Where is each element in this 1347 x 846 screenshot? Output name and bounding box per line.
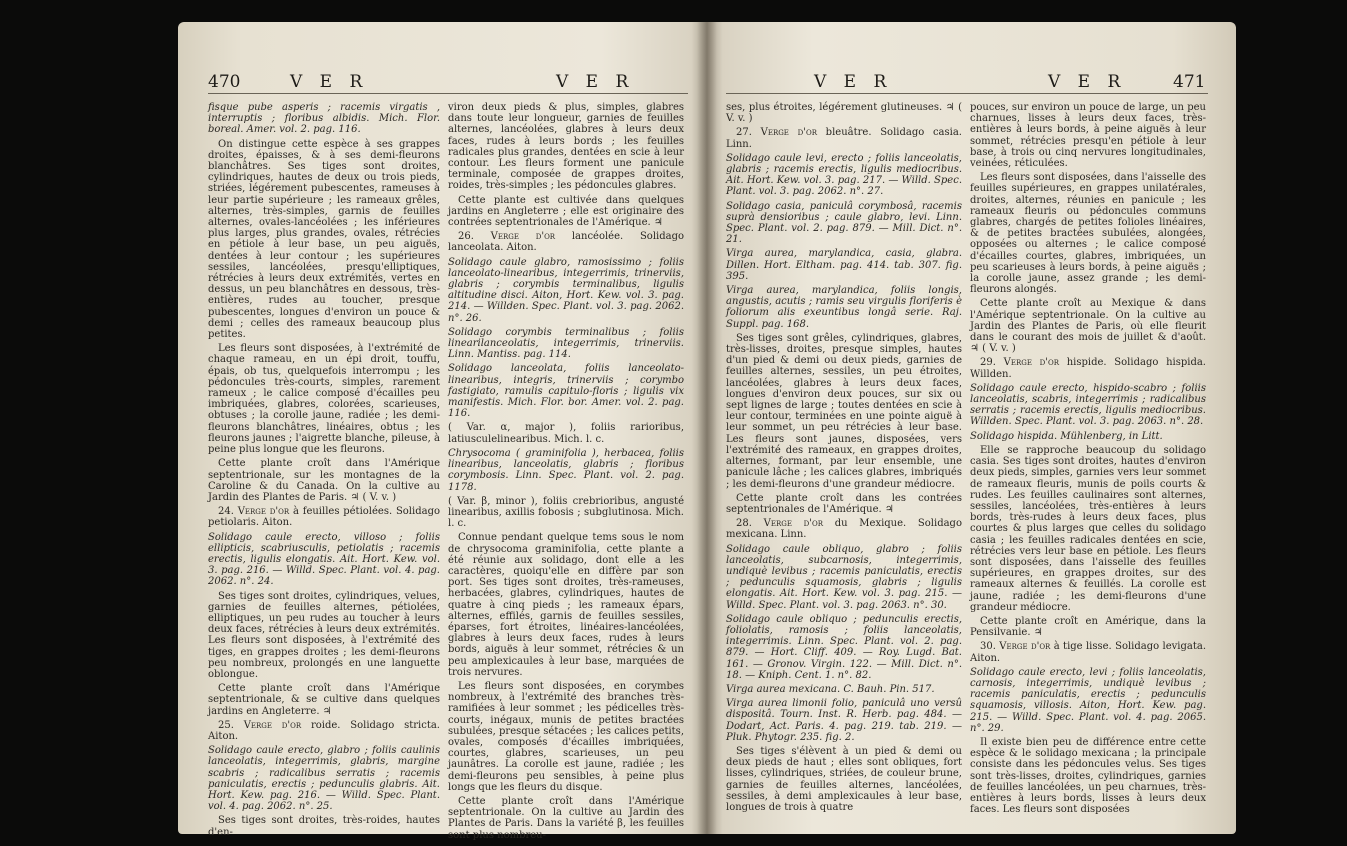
species-genus-label: Verge d'or xyxy=(760,127,817,139)
description-paragraph: Les fleurs sont disposées, dans l'aisselle des feuilles supérieures, en grappes unilatérales, droites, alternes, réunies en panicule ; les rameaux fleuris ou pédoncules communs glabres, chargés de petites folioles linéaires, & de petites bractées subulées, alongées, opposées ou alternes ; le calice composé d'écailles courtes, glabres, imbriquées, un peu scarieuses à leurs bords, à peine aiguës ; la corolle jaune, assez grande ; les demi-fleurons alongés. xyxy=(970,172,1206,296)
description-paragraph: On distingue cette espèce à ses grappes droites, épaisses, & à ses demi-fleurons blanchâtres. Ses tiges sont droites, cylindriques, hautes de deux ou trois pieds, striées, légérement pubescentes, rameuses à leur partie supérieure ; les rameaux grêles, alternes, très-simples, garnis de feuilles alternes, ovales-lancéolées ; les inférieures plus larges, plus grandes, ovales, rétrécies en pétiole à leur base, un peu aiguës, dentées à leur contour ; les supérieures sessiles, lancéolées, presqu'elliptiques, rétrécies à leurs deux extrémités, vertes en dessus, un peu blanchâtres en dessous, très-entières, rudes au toucher, presque pubescentes, longues d'environ un pouce & demi ; celles des rameaux beaucoup plus petites. xyxy=(208,138,440,341)
description-paragraph: Cette plante croît dans l'Amérique septentrionale, & se cultive dans quelques jardins en Angleterre. ♃ xyxy=(208,683,440,717)
species-name: lancéolée. Solidago lanceolata. Aiton. xyxy=(448,231,684,254)
latin-synonym-paragraph: Solidago caule obliquo, glabro ; foliis lanceolatis, subcarnosis, integerrimis, undiquè levibus ; racemis paniculatis, erectis ; pedunculis squamosis, glabris ; ligulis elongatis. Ait. Hort. Kew. vol. 3. pag. 215. — Willd. Spec. Plant. vol. 3. pag. 2063. n°. 30. xyxy=(726,543,962,611)
species-name: à feuilles pétiolées. Solidago petiolaris. Aiton. xyxy=(208,506,440,529)
species-genus-label: Verge d'or xyxy=(490,231,556,243)
species-entry-heading xyxy=(208,506,440,528)
description-paragraph: Cette plante croît en Amérique, dans la Pensilvanie. ♃ xyxy=(970,615,1206,639)
latin-synonym-paragraph: Solidago caule erecto, villoso ; foliis ellipticis, scabriusculis, petiolatis ; racemis erectis, ligulis elongatis. Ait. Hort. Kew. vol. 3. pag. 216. — Willd. Spec. Plant. vol. 4. pag. 2062. n°. 24. xyxy=(208,531,440,588)
latin-synonym-paragraph: Solidago caule erecto, levi ; foliis lanceolatis, carnosis, integerrimis, undiquè levibus ; racemis paniculatis, erectis ; pedunculis squamosis, villosis. Aiton, Hort. Kew. pag. 215. — Willd. Spec. Plant. vol. 4. pag. 2065. n°. 29. xyxy=(970,666,1206,734)
right-header-rule xyxy=(726,93,1208,94)
latin-synonym-paragraph: Solidago caule obliquo ; pedunculis erectis, foliolatis, ramosis ; foliis lanceolatis, integerrimis. Linn. Spec. Plant. vol. 2. pag. 879. — Hort. Cliff. 409. — Roy. Lugd. Bat. 161. — Gronov. Virgin. 122. — Mill. Dict. n°. 18. — Kniph. Cent. 1. n°. 82. xyxy=(726,613,962,681)
latin-synonym-paragraph: Solidago lanceolata, foliis lanceolato-linearibus, integris, trinerviis ; corymbo fastigiato, ramulis capitulo-floris ; ligulis vix manifestis. Mich. Flor. bor. Amer. vol. 2. pag. 116. xyxy=(448,363,684,420)
species-number: 28. xyxy=(736,518,764,530)
species-entry-heading xyxy=(970,357,1206,379)
species-entry-heading xyxy=(970,641,1206,663)
right-running-head-right: V E R xyxy=(1048,72,1127,92)
description-paragraph: Ses tiges sont droites, cylindriques, velues, garnies de feuilles alternes, pétiolées, elliptiques, un peu rudes au toucher à leurs deux faces, rétrécies à leurs deux extrémités. Les fleurs sont disposées, à l'extrémité des tiges, en grappes droites ; les demi-fleurons peu nombreux, prolongés en une languette oblongue. xyxy=(208,590,440,680)
species-entry-heading xyxy=(208,720,440,742)
species-name: à tige lisse. Solidago levigata. Aiton. xyxy=(970,641,1207,664)
description-paragraph: Les fleurs sont disposées, à l'extrémité de chaque rameau, en un épi droit, touffu, épais, ob tus, quelquefois interrompu ; les pédoncules très-courts, simples, rarement rameux ; le calice composé d'écailles peu imbriquées, glabres, colorées, scarieuses, obtuses ; la corolle jaune, radiée ; les demi-fleurons blanchâtres, linéaires, obtus ; les fleurons jaunes ; l'aigrette blanche, pileuse, à peine plus longue que les fleurons. xyxy=(208,343,440,456)
description-paragraph: Ses tiges s'élèvent à un pied & demi ou deux pieds de haut ; elles sont obliques, fort lisses, cylindriques, striées, de couleur brune, garnies de feuilles alternes, lancéolées, sessiles, à demi amplexicaules à leur base, longues de trois à quatre xyxy=(726,745,962,813)
description-paragraph: Cette plante croît dans l'Amérique septentrionale, sur les montagnes de la Caroline & du Canada. On la cultive au Jardin des Plantes de Paris. ♃ ( V. v. ) xyxy=(208,458,440,503)
species-genus-label: Verge d'or xyxy=(763,518,824,530)
species-entry-heading xyxy=(448,231,684,253)
left-page-column-1 xyxy=(208,102,440,838)
left-running-head-right: V E R xyxy=(556,72,635,92)
latin-synonym-paragraph: Virga aurea, marylandica, casia, glabra. Dillen. Hort. Eltham. pag. 414. tab. 307. fig. 395. xyxy=(726,248,962,282)
species-name: roide. Solidago stricta. Aiton. xyxy=(208,719,440,742)
description-paragraph: ( Var. β, minor ), foliis crebrioribus, angusté linearibus, axillis fobosis ; subglutinosa. Mich. l. c. xyxy=(448,495,684,530)
species-genus-label: Verge d'or xyxy=(999,641,1051,653)
description-paragraph: Cette plante est cultivée dans quelques jardins en Angleterre ; elle est originaire des contrées septentrionales de l'Amérique. ♃ xyxy=(448,194,684,229)
book-gutter xyxy=(697,22,717,834)
latin-synonym-paragraph: Chrysocoma ( graminifolia ), herbacea, foliis linearibus, lanceolatis, glabris ; floribus corymbosis. Linn. Spec. Plant. vol. 2. pag. 1178. xyxy=(448,447,684,493)
description-paragraph: Cette plante croît dans les contrées septentrionales de l'Amérique. ♃ xyxy=(726,492,962,515)
right-page-number: 471 xyxy=(1173,72,1206,92)
description-paragraph: Connue pendant quelque tems sous le nom de chrysocoma graminifolia, cette plante a été réunie aux solidago, dont elle a les caractères, quoiqu'elle en diffère par son port. Ses tiges sont droites, très-rameuses, herbacées, glabres, cylindriques, hautes de quatre à cinq pieds ; les rameaux épars, alternes, effilés, garnis de feuilles sessiles, éparses, fort étroites, linéaires-lancéolées, glabres à leurs deux faces, rudes à leurs bords, aiguës à leur sommet, rétrécies & un peu amplexicaules à leur base, marquées de trois nervures. xyxy=(448,532,684,678)
species-number: 29. xyxy=(980,357,1004,369)
species-name: du Mexique. Solidago mexicana. Linn. xyxy=(726,518,962,541)
description-paragraph: viron deux pieds & plus, simples, glabres dans toute leur longueur, garnies de feuilles alternes, lancéolées, glabres à leurs deux faces, rudes à leurs bords ; les feuilles radicales plus grandes, dentées en scie à leur contour. Les fleurs forment une panicule terminale, composée de grappes droites, roides, très-simples ; les pédoncules glabres. xyxy=(448,102,684,192)
description-paragraph: Les fleurs sont disposées, en corymbes nombreux, à l'extrémité des branches très-ramifiées à leur sommet ; les pédicelles très-courts, inégaux, munis de petites bractées subulées, presque sétacées ; les calices petits, ovales, composés d'écailles imbriquées, courtes, glabres, scarieuses, un peu jaunâtres. La corolle est jaune, radiée ; les demi-fleurons peu sensibles, à peine plus longs que les fleurs du disque. xyxy=(448,680,684,793)
species-name: hispide. Solidago hispida. Willden. xyxy=(970,357,1206,380)
description-paragraph: Ses tiges sont grêles, cylindriques, glabres, très-lisses, droites, presque simples, hautes d'un pied & demi ou deux pieds, garnies de feuilles alternes, sessiles, un peu étroites, lancéolées, glabres à leurs deux faces, longues d'environ deux pouces, sur six ou sept lignes de large ; toutes dentées en scie à leur contour, terminées en une pointe aiguë à leur sommet, un peu rétrécies à leur base. Les fleurs sont jaunes, disposées, vers l'extrémité des rameaux, en grappes droites, alternes, formant, par leur ensemble, une panicule lâche ; les calices glabres, imbriqués ; les demi-fleurons d'une grandeur médiocre. xyxy=(726,332,962,490)
latin-synonym-paragraph: Virga aurea mexicana. C. Bauh. Pin. 517. xyxy=(726,683,935,695)
description-paragraph: Cette plante croît dans l'Amérique septentrionale. On la cultive au Jardin des Plantes de Paris. Dans la variété β, les feuilles sont plus nombreu- xyxy=(448,795,684,841)
species-entry-heading xyxy=(726,127,962,149)
species-number: 24. xyxy=(218,506,238,518)
description-paragraph: ( Var. α, major ), foliis rarioribus, latiusculelinearibus. Mich. l. c. xyxy=(448,422,684,445)
latin-synonym-paragraph: Solidago caule erecto, glabro ; foliis caulinis lanceolatis, integerrimis, glabris, margine scabris ; radicalibus serratis ; racemis paniculatis, erectis ; pedunculis glabris. Ait. Hort. Kew. pag. 216. — Willd. Spec. Plant. vol. 4. pag. 2062. n°. 25. xyxy=(208,745,440,813)
left-header-rule xyxy=(208,93,688,94)
latin-synonym-paragraph: Solidago casia, paniculâ corymbosâ, racemis suprà densioribus ; caule glabro, levi. Linn. Spec. Plant. vol. 2. pag. 879. — Mill. Dict. n°. 21. xyxy=(726,200,962,246)
latin-synonym-paragraph: Solidago corymbis terminalibus ; foliis linearilanceolatis, integerrimis, trinerviis. Linn. Mantiss. pag. 114. xyxy=(448,326,684,361)
description-paragraph: Cette plante croît au Mexique & dans l'Amérique septentrionale. On la cultive au Jardin des Plantes de Paris, où elle fleurit dans le courant des mois de juillet & d'août. ♃ ( V. v. ) xyxy=(970,298,1206,355)
species-entry-heading xyxy=(726,518,962,540)
left-page-column-2 xyxy=(448,102,684,841)
latin-synonym-paragraph: Virga aurea, marylandica, foliis longis, angustis, acutis ; ramis seu virgulis floriferis è foliorum alis exeuntibus longâ serie. Raj. Suppl. pag. 168. xyxy=(726,285,962,330)
right-page-column-2 xyxy=(970,102,1206,826)
species-number: 30. xyxy=(980,641,1000,653)
latin-synonym-paragraph: Solidago hispida. Mühlenberg, in Litt. xyxy=(970,430,1163,442)
species-number: 26. xyxy=(458,231,491,243)
species-number: 25. xyxy=(218,719,244,731)
latin-synonym-paragraph: Virga aurea limonii folio, paniculâ uno versû dispositâ. Tourn. Inst. R. Herb. pag. 484. — Dodart, Act. Paris. 4. pag. 219. tab. 219. — Pluk. Phytogr. 235. fig. 2. xyxy=(726,698,962,743)
description-paragraph: Elle se rapproche beaucoup du solidago casia. Ses tiges sont droites, hautes d'environ deux pieds, simples, garnies vers leur sommet de rameaux fleuris, munis de poils courts & rudes. Les feuilles caulinaires sont alternes, sessiles, lancéolées, très-entières à leurs bords, très-rudes à leurs deux faces, plus courtes & plus larges que celles du solidago casia ; les feuilles radicales dentées en scie, rétrécies vers leur base en pétiole. Les fleurs sont disposées, dans l'aisselle des feuilles supérieures, en grappes droites, sur des rameaux alternes & feuillés. La corolle est jaune, radiée ; les demi-fleurons d'une grandeur médiocre. xyxy=(970,444,1206,613)
species-name: bleuâtre. Solidago casia. Linn. xyxy=(726,127,962,150)
latin-synonym-paragraph: fisque pube asperis ; racemis virgatis , interruptis ; floribus albidis. Mich. Flor. boreal. Amer. vol. 2. pag. 116. xyxy=(208,102,440,136)
left-running-head-left: V E R xyxy=(290,72,369,92)
description-paragraph: ses, plus étroites, légérement glutineuses. ♃ ( V. v. ) xyxy=(726,102,962,125)
left-page-number: 470 xyxy=(208,72,241,92)
species-genus-label: Verge d'or xyxy=(243,719,302,731)
description-paragraph: Ses tiges sont droites, très-roides, hautes d'en- xyxy=(208,815,440,838)
description-paragraph: pouces, sur environ un pouce de large, un peu charnues, lisses à leurs deux faces, très-entières à leurs bords, à peine aiguës à leur sommet, rétrécies presqu'en pétiole à leur base, à trois ou cinq nervures longitudinales, veinées, réticulées. xyxy=(970,102,1206,170)
latin-synonym-paragraph: Solidago caule glabro, ramosissimo ; foliis lanceolato-linearibus, integerrimis, trinerviis, glabris ; corymbis terminalibus, ligulis altitudine disci. Aiton, Hort. Kew. vol. 3. pag. 214. — Willden. Spec. Plant. vol. 3. pag. 2062. n°. 26. xyxy=(448,256,684,324)
right-page-column-1 xyxy=(726,102,962,826)
species-genus-label: Verge d'or xyxy=(1003,357,1060,369)
right-running-head-left: V E R xyxy=(814,72,893,92)
latin-synonym-paragraph: Solidago caule levi, erecto ; foliis lanceolatis, glabris ; racemis erectis, ligulis mediocribus. Ait. Hort. Kew. vol. 3. pag. 217. — Willd. Spec. Plant. vol. 3. pag. 2062. n°. 27. xyxy=(726,152,962,198)
latin-synonym-paragraph: Solidago caule erecto, hispido-scabro ; foliis lanceolatis, scabris, integerrimis ; radicalibus serratis ; racemis erectis, ligulis mediocribus. Willden. Spec. Plant. vol. 3. pag. 2063. n°. 28. xyxy=(970,382,1206,428)
species-genus-label: Verge d'or xyxy=(237,506,290,518)
species-number: 27. xyxy=(736,127,761,139)
description-paragraph: Il existe bien peu de différence entre cette espèce & le solidago mexicana ; la principale consiste dans les pédoncules velus. Ses tiges sont très-lisses, droites, cylindriques, garnies de feuilles lancéolées, un peu charnues, très-entières à leurs bords, lisses à leurs deux faces. Les fleurs sont disposées xyxy=(970,736,1206,816)
open-book-spread xyxy=(178,22,1236,841)
